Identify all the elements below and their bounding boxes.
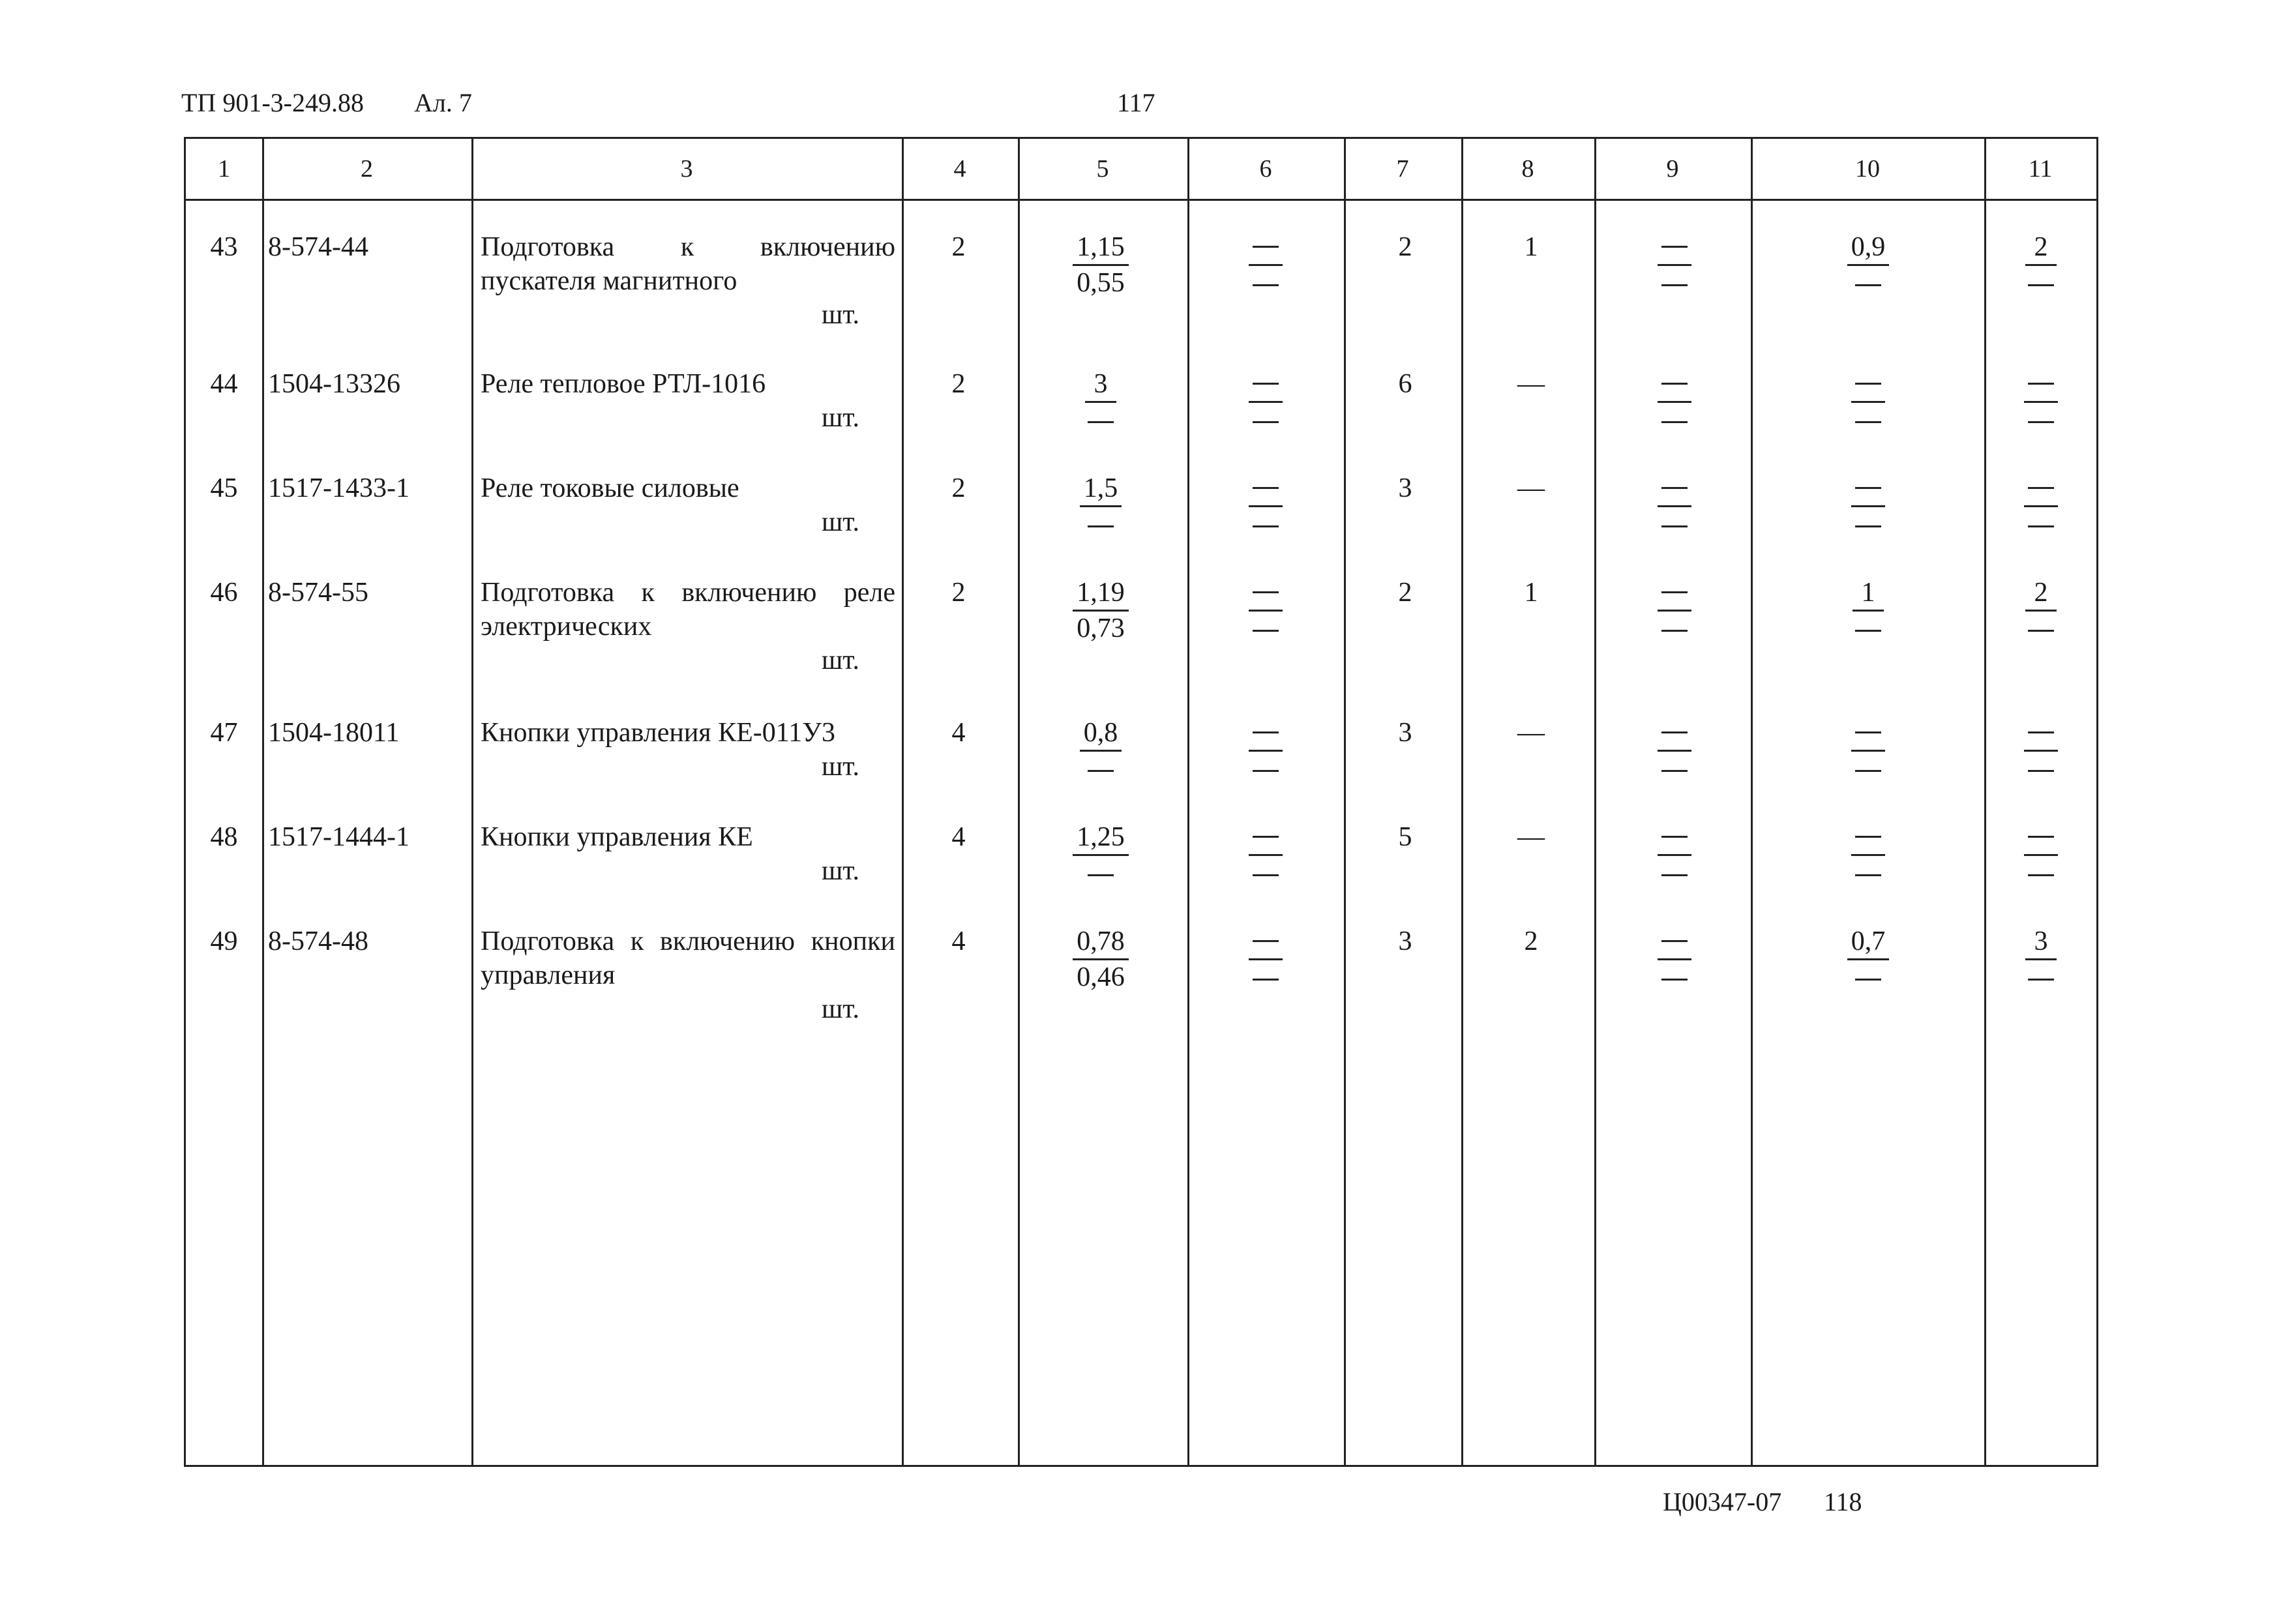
column-header-5: 5 (1096, 155, 1109, 183)
document-code: ТП 901-3-249.88 (181, 88, 364, 117)
row-number: 48 (210, 822, 238, 852)
column-header-1: 1 (218, 155, 230, 183)
value-col-10: 0,9 (1754, 230, 1982, 300)
quantity: 4 (951, 926, 966, 956)
value-col-8: — (1517, 822, 1545, 852)
item-code: 8-574-44 (268, 232, 368, 262)
column-header-6: 6 (1259, 155, 1272, 183)
value-col-8: — (1517, 473, 1545, 503)
value-col-7: 3 (1398, 473, 1412, 503)
value-col-7: 3 (1398, 926, 1412, 956)
value-col-9 (1601, 716, 1748, 786)
value-col-9 (1601, 820, 1748, 890)
quantity: 2 (951, 473, 966, 503)
column-header-9: 9 (1666, 155, 1679, 183)
page-number: 117 (1117, 88, 1155, 117)
item-code: 8-574-55 (268, 578, 368, 608)
value-col-9 (1601, 230, 1748, 300)
row-number: 44 (210, 369, 238, 399)
value-col-6 (1189, 820, 1342, 890)
value-col-9 (1601, 576, 1748, 645)
specification-table (184, 137, 2098, 1467)
column-header-3: 3 (680, 155, 693, 183)
value-col-5: 3 (1019, 367, 1182, 437)
value-col-8: — (1517, 718, 1545, 748)
value-col-10: 0,7 (1754, 924, 1982, 994)
quantity: 2 (951, 369, 966, 399)
item-code: 1517-1433-1 (268, 473, 409, 503)
column-header-8: 8 (1521, 155, 1534, 183)
column-header-2: 2 (361, 155, 373, 183)
value-col-7: 2 (1398, 232, 1412, 262)
footer-code: Ц00347-07 (1663, 1487, 1782, 1516)
item-code: 1504-13326 (268, 369, 400, 399)
value-col-5: 1,5 (1019, 471, 1182, 541)
value-col-10 (1754, 471, 1982, 541)
value-col-6 (1189, 471, 1342, 541)
row-number: 43 (210, 232, 238, 262)
value-col-5: $\frac{1,15}{0,55}$ (1019, 230, 1182, 300)
row-number: 45 (210, 473, 238, 503)
footer-page: 118 (1824, 1487, 1862, 1516)
item-description: Подготовка к включению кнопки управления шт. (481, 926, 895, 1024)
value-col-11 (1989, 716, 2093, 786)
value-col-6 (1189, 230, 1342, 300)
item-code: 1504-18011 (268, 718, 400, 748)
value-col-7: 3 (1398, 718, 1412, 748)
item-description: Реле тепловое РТЛ-1016 шт. (481, 369, 859, 433)
row-number: 47 (210, 718, 238, 748)
value-col-10 (1754, 820, 1982, 890)
value-col-5: $\frac{1,19}{0,73}$ (1019, 576, 1182, 645)
column-header-11: 11 (2028, 155, 2053, 183)
quantity: 4 (951, 822, 966, 852)
quantity: 4 (951, 718, 966, 748)
value-col-6 (1189, 576, 1342, 645)
value-col-7: 5 (1398, 822, 1412, 852)
value-col-5: 1,25 (1019, 820, 1182, 890)
quantity: 2 (951, 232, 966, 262)
value-col-8: 1 (1524, 232, 1538, 262)
item-code: 8-574-48 (268, 926, 368, 956)
quantity: 2 (951, 578, 966, 608)
sheet-label: Ал. 7 (414, 88, 472, 117)
value-col-10 (1754, 716, 1982, 786)
item-description: Подготовка к включению пускателя магнитного шт. (481, 232, 895, 330)
value-col-6 (1189, 716, 1342, 786)
value-col-11 (1989, 471, 2093, 541)
value-col-11: 2 (1989, 576, 2093, 645)
value-col-11: 3 (1989, 924, 2093, 994)
value-col-8: 2 (1524, 926, 1538, 956)
value-col-6 (1189, 924, 1342, 994)
value-col-7: 6 (1398, 369, 1412, 399)
value-col-10 (1754, 367, 1982, 437)
column-header-4: 4 (953, 155, 966, 183)
column-header-10: 10 (1855, 155, 1880, 183)
value-col-9 (1601, 924, 1748, 994)
item-description: Кнопки управления КЕ-011У3 шт. (481, 718, 859, 782)
value-col-11 (1989, 820, 2093, 890)
column-header-7: 7 (1396, 155, 1409, 183)
value-col-9 (1601, 367, 1748, 437)
item-description: Реле токовые силовые шт. (481, 473, 859, 537)
value-col-6 (1189, 367, 1342, 437)
row-number: 49 (210, 926, 238, 956)
value-col-8: 1 (1524, 578, 1538, 608)
value-col-5: 0,8 (1019, 716, 1182, 786)
value-col-8: — (1517, 369, 1545, 399)
value-col-9 (1601, 471, 1748, 541)
item-description: Кнопки управления КЕ шт. (481, 822, 859, 886)
value-col-10: 1 (1754, 576, 1982, 645)
value-col-5: $\frac{0,78}{0,46}$ (1019, 924, 1182, 994)
row-number: 46 (210, 578, 238, 608)
value-col-11: 2 (1989, 230, 2093, 300)
value-col-7: 2 (1398, 578, 1412, 608)
value-col-11 (1989, 367, 2093, 437)
item-code: 1517-1444-1 (268, 822, 409, 852)
item-description: Подготовка к включению реле электрических шт. (481, 578, 895, 675)
